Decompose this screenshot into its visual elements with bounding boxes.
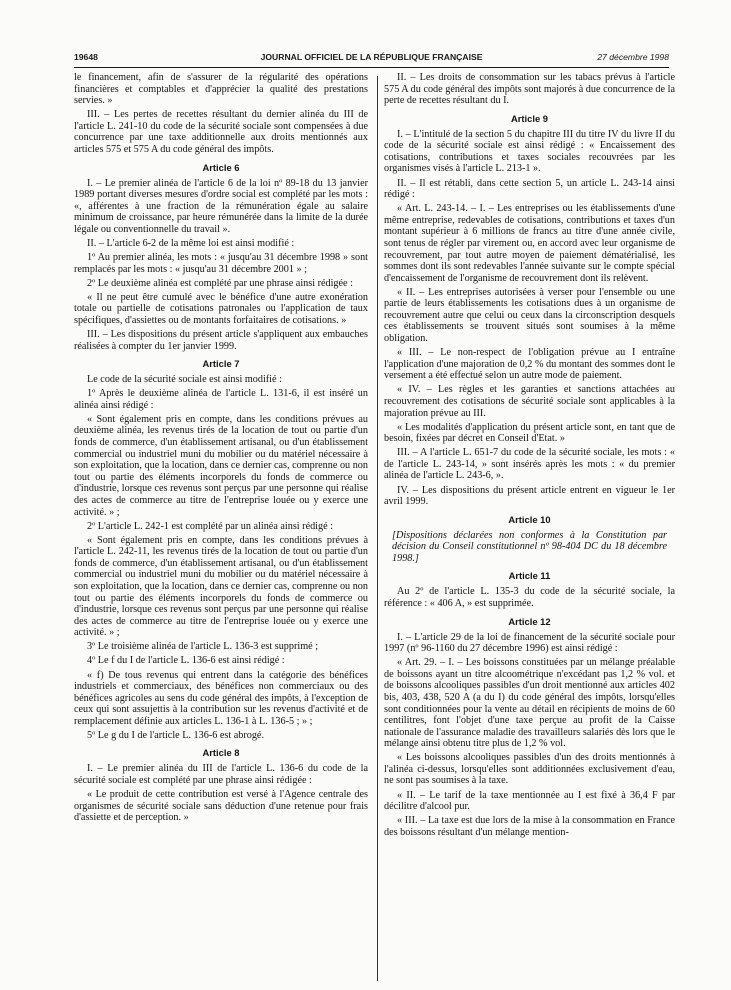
paragraph: « II. – Les entreprises autorisées à verser pour l'ensemble ou une partie de leurs établissements les cotisations dues à un organisme de recouvrement autre que celui ou ceux dans la circonscription desquels ces établissements se trouvent situés sont soumises à la même obligation. <box>384 286 675 345</box>
paragraph: « Sont également pris en compte, dans les conditions prévues à l'article L. 242-11, les revenus tirés de la location de tout ou partie d'un fonds de commerce, d'un établissement artisanal, ou d'un établissement commercial ou industriel muni du mobilier ou du matériel nécessaire à son exploitation, que la location, dans ce dernier cas, comprenne ou non tout ou partie des éléments incorporels du fonds de commerce ou d'industrie, lorsque ces revenus sont perçus par une personne qui réalise des actes de commerce au titre de l'entreprise louée ou y exerce une activité. » ; <box>74 534 368 639</box>
paragraph: I. – L'intitulé de la section 5 du chapitre III du titre IV du livre II du code de la sécurité sociale est ainsi rédigé : « Encaissement des cotisations, contributions et taxes sociales recouvrées par les organismes visés à l'article L. 213-1 ». <box>384 128 675 175</box>
paragraph: « IV. – Les règles et les garanties et sanctions attachées au recouvrement des cotisations de sécurité sociale sont applicables à la majoration prévue au III. <box>384 384 675 419</box>
paragraph: « Sont également pris en compte, dans les conditions prévues au deuxième alinéa, les revenus tirés de la location de tout ou partie d'un fonds de commerce, d'un établissement artisanal, ou d'un établissement commercial ou industriel muni du mobilier ou du matériel nécessaire à son exploitation, que la location, dans ce dernier cas, comprenne ou non tout ou partie des éléments incorporels du fonds de commerce ou d'industrie, lorsque ces revenus sont perçus par une personne qui réalise des actes de commerce au titre de l'entreprise louée ou y exerce une activité. » ; <box>74 413 368 518</box>
paragraph: Le code de la sécurité sociale est ainsi modifié : <box>87 374 282 386</box>
header-rule <box>74 67 669 68</box>
paragraph: 4º Le f du I de l'article L. 136-6 est ainsi rédigé : <box>87 655 285 667</box>
paragraph: « III. – La taxe est due lors de la mise à la consommation en France des boissons résultant d'un mélange mention- <box>384 815 675 838</box>
paragraph: 2º Le deuxième alinéa est complété par une phrase ainsi rédigée : <box>87 277 353 289</box>
article-heading: Article 10 <box>508 513 551 525</box>
paragraph: « Art. 29. – I. – Les boissons constituées par un mélange préalable de boissons ayant un titre alcoométrique n'excédant pas 1,2 % vol. et de boissons alcooliques passibles d'un droit mentionné aux articles 402 bis, 403, 438, 520 A (a du I) du code général des impôts, lorsqu'elles sont conditionnées pour la vente au détail en récipients de moins de 60 centilitres, font l'objet d'une taxe perçue au profit de la Caisse nationale de l'assurance maladie des travailleurs salariés dès lors que le mélange ainsi obtenu titre plus de 1,2 % vol. <box>384 657 675 750</box>
paragraph: « Les boissons alcooliques passibles d'un des droits mentionnés à l'alinéa ci-dessus, lorsqu'elles sont additionnées exclusivement d'eau, ne sont pas soumises à la taxe. <box>384 752 675 787</box>
paragraph: III. – Les dispositions du présent article s'appliquent aux embauches réalisées à compter du 1er janvier 1999. <box>74 328 368 352</box>
paragraph: III. – Les pertes de recettes résultant du dernier alinéa du III de l'article L. 241-10 du code de la sécurité sociale sont compensées à due concurrence par une taxe additionnelle aux droits mentionnés aux articles 575 et 575 A du code général des impôts. <box>74 109 368 155</box>
paragraph: le financement, afin de s'assurer de la régularité des opérations financières et comptables et d'apprécier la qualité des prestations servies. » <box>74 72 368 107</box>
article-heading: Article 6 <box>202 161 240 173</box>
article-heading: Article 11 <box>508 570 551 582</box>
paragraph: « Il ne peut être cumulé avec le bénéfice d'une autre exonération totale ou partielle de cotisations patronales ou l'application de taux spécifiques, d'assiettes ou de montants forfaitaires de cotisations. » <box>74 291 368 326</box>
paragraph: II. – Il est rétabli, dans cette section 5, un article L. 243-14 ainsi rédigé : <box>384 177 675 201</box>
paragraph: « III. – Le non-respect de l'obligation prévue au I entraîne l'application d'une majoration de 0,2 % du montant des sommes dont le versement a été effectué selon un autre mode de paiement. <box>384 347 675 382</box>
paragraph: 1º Au premier alinéa, les mots : « jusqu'au 31 décembre 1998 » sont remplacés par les mots : « jusqu'au 31 décembre 2001 » ; <box>74 252 368 275</box>
journal-title: JOURNAL OFFICIEL DE LA RÉPUBLIQUE FRANÇAISE <box>260 52 483 62</box>
paragraph: « Le produit de cette contribution est versé à l'Agence centrale des organismes de sécurité sociale sans déduction d'une retenue pour frais d'assiette et de perception. » <box>74 789 368 824</box>
paragraph: « Les modalités d'application du présent article sont, en tant que de besoin, fixées par décret en Conseil d'Etat. » <box>384 421 675 445</box>
column-divider <box>377 76 378 981</box>
paragraph: « f) De tous revenus qui entrent dans la catégorie des bénéfices industriels et commerciaux, des bénéfices non commerciaux ou des bénéfices agricoles au sens du code général des impôts, à l'exception de ceux qui sont assujettis à la contribution sur les revenus d'activité et de remplacement définie aux articles L. 136-1 à L. 136-5 ; » ; <box>74 669 368 727</box>
paragraph: IV. – Les dispositions du présent article entrent en vigueur le 1er avril 1999. <box>384 484 675 508</box>
issue-date: 27 décembre 1998 <box>597 52 669 62</box>
left-column <box>74 72 368 826</box>
paragraph: I. – Le premier alinéa de l'article 6 de la loi nº 89-18 du 13 janvier 1989 portant diverses mesures d'ordre social est complété par les mots : «, afférentes à une fraction de la rémunération égale au salaire minimum de croissance, par heure rémunérée dans la limite de la durée légale ou conventionnelle du travail ». <box>74 177 368 235</box>
paragraph: 1º Après le deuxième alinéa de l'article L. 131-6, il est inséré un alinéa ainsi rédigé : <box>74 388 368 411</box>
paragraph: 5º Le g du I de l'article L. 136-6 est abrogé. <box>87 729 264 741</box>
page-header <box>74 52 669 68</box>
page-number: 19648 <box>74 52 98 62</box>
article-heading: Article 8 <box>202 747 240 759</box>
paragraph: « II. – Le tarif de la taxe mentionnée au I est fixé à 36,4 F par décilitre d'alcool pur. <box>384 789 675 813</box>
article-heading: Article 7 <box>202 358 240 370</box>
paragraph: I. – L'article 29 de la loi de financement de la sécurité sociale pour 1997 (nº 96-1160 du 27 décembre 1996) est ainsi rédigé : <box>384 631 675 655</box>
paragraph: III. – A l'article L. 651-7 du code de la sécurité sociale, les mots : « de l'article L. 243-14, » sont insérés après les mots : « du premier alinéa de l'article L. 243-6, ». <box>384 447 675 482</box>
paragraph: 2º L'article L. 242-1 est complété par un alinéa ainsi rédigé : <box>87 520 334 532</box>
paragraph: II. – L'article 6-2 de la même loi est ainsi modifié : <box>87 237 295 249</box>
paragraph: 3º Le troisième alinéa de l'article L. 136-3 est supprimé ; <box>87 641 319 653</box>
paragraph: II. – Les droits de consommation sur les tabacs prévus à l'article 575 A du code général des impôts sont majorés à due concurrence de la perte de recettes résultant du I. <box>384 72 675 107</box>
paragraph: Au 2º de l'article L. 135-3 du code de la sécurité sociale, la référence : « 406 A, » est supprimée. <box>384 586 675 609</box>
article-heading: Article 9 <box>511 112 548 124</box>
right-column <box>384 72 675 841</box>
article-heading: Article 12 <box>508 615 551 627</box>
paragraph: I. – Le premier alinéa du III de l'article L. 136-6 du code de la sécurité sociale est complété par une phrase ainsi rédigée : <box>74 763 368 787</box>
paragraph-italic: [Dispositions déclarées non conformes à la Constitution par décision du Conseil constitutionnel nº 98-404 DC du 18 décembre 1998.] <box>392 529 667 564</box>
paragraph: « Art. L. 243-14. – I. – Les entreprises ou les établissements d'une même entreprise, redevables de cotisations, contributions et taxes d'un montant supérieur à 6 millions de francs au titre d'une année civile, sont tenus de régler par virement ou, en accord avec leur organisme de recouvrement, par tout autre moyen de paiement dématérialisé, les sommes dont ils sont redevables l'année suivante sur le compte spécial d'encaissement de l'organisme de recouvrement dont ils relèvent. <box>384 203 675 284</box>
